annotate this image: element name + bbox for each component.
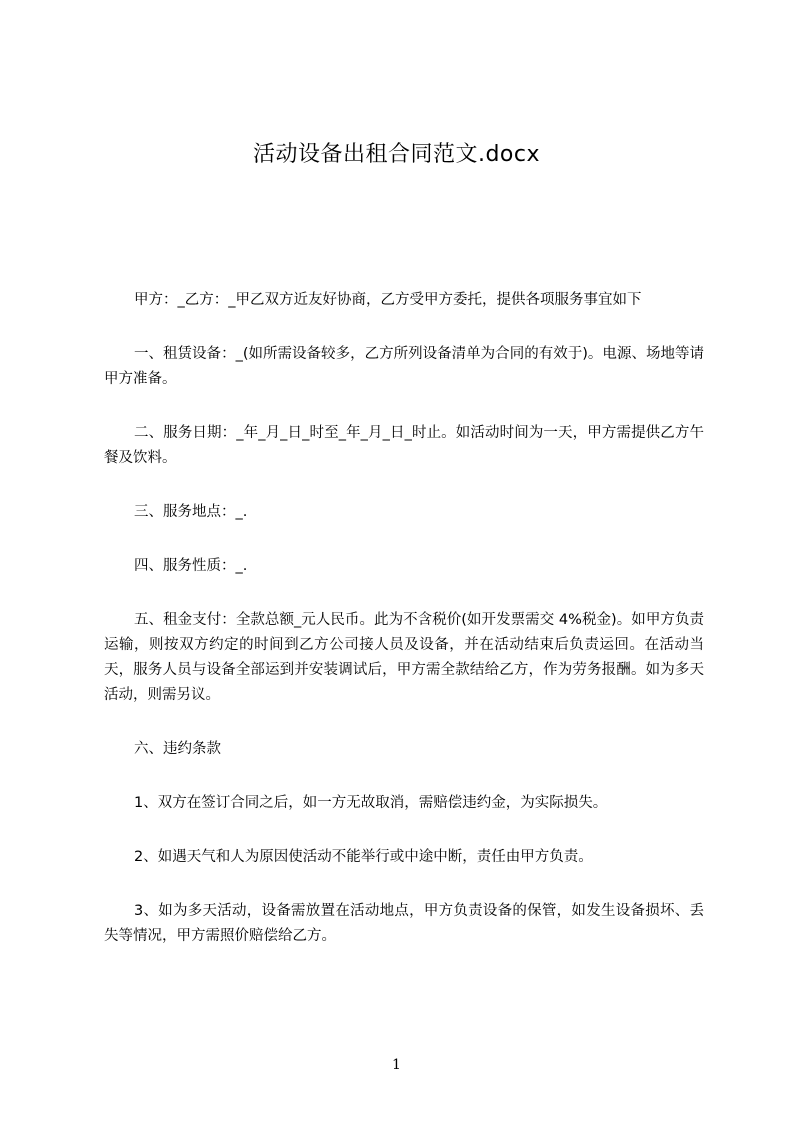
paragraph-service-date: 二、服务日期：_年_月_日_时至_年_月_日_时止。如活动时间为一天，甲方需提供乙方午餐及饮料。 [104,425,704,466]
paragraph-breach-clause-3: 3、如为多天活动，设备需放置在活动地点，甲方负责设备的保管，如发生设备损坏、丢失等情况，甲方需照价赔偿给乙方。 [104,903,704,944]
paragraph-breach-heading: 六、违约条款 [134,741,221,757]
paragraph-rental-equipment: 一、租赁设备：_(如所需设备较多，乙方所列设备清单为合同的有效于)。电源、场地等请甲方准备。 [104,346,704,387]
page-number: 1 [392,1057,401,1073]
paragraph-parties: 甲方：_乙方：_甲乙双方近友好协商，乙方受甲方委托，提供各项服务事宜如下 [134,292,642,308]
paragraph-breach-clause-1: 1、双方在签订合同之后，如一方无故取消，需赔偿违约金，为实际损失。 [134,795,608,811]
paragraph-breach-clause-2: 2、如遇天气和人为原因使活动不能举行或中途中断，责任由甲方负责。 [134,849,593,865]
document-title: 活动设备出租合同范文.docx [252,142,541,167]
paragraph-rent-payment: 五、租金支付：全款总额_元人民币。此为不含税价(如开发票需交 4%税金)。如甲方负责运输，则按双方约定的时间到乙方公司接人员及设备，并在活动结束后负责运回。在活动当天，服务人员与设备全部运到并安装调试后，甲方需全款结给乙方，作为劳务报酬。如为多天活动，则需另议。 [104,612,704,703]
paragraph-service-location: 三、服务地点：_. [134,504,248,520]
document-body [104,288,704,978]
paragraph-service-nature: 四、服务性质：_. [134,558,248,574]
